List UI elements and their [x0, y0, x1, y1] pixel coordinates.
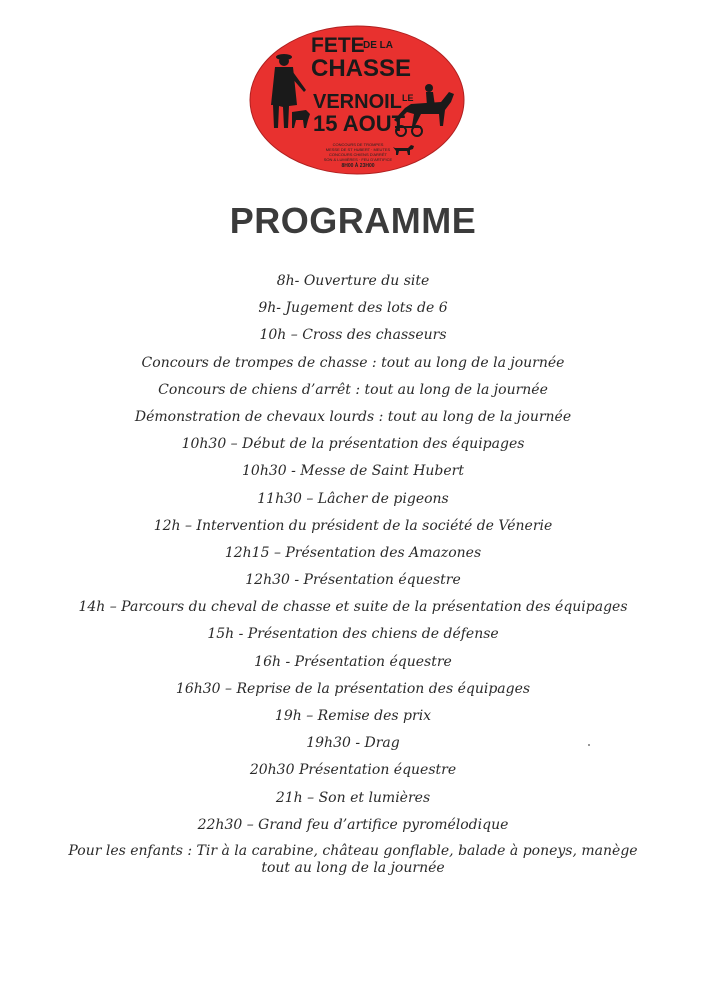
- kids-activities-line2: tout au long de la journée: [261, 860, 445, 876]
- program-item: 21h – Son et lumières: [275, 789, 431, 806]
- scan-speck: [588, 744, 590, 746]
- logo-de-la: DE LA: [363, 40, 393, 51]
- program-list: [0, 270, 706, 841]
- program-item: 12h30 - Présentation équestre: [245, 572, 461, 589]
- logo-vernoil: VERNOIL: [313, 91, 402, 113]
- program-item: 11h30 – Lâcher de pigeons: [257, 490, 449, 507]
- program-item: 10h30 - Messe de Saint Hubert: [242, 463, 464, 480]
- program-item: 10h – Cross des chasseurs: [259, 327, 447, 344]
- event-logo: [248, 24, 466, 176]
- program-item: 20h30 Présentation équestre: [249, 762, 457, 779]
- kids-activities-line1: Pour les enfants : Tir à la carabine, château gonflable, balade à poneys, manège: [68, 843, 638, 859]
- program-item: 19h30 - Drag: [306, 735, 400, 752]
- program-item: 22h30 – Grand feu d’artifice pyromélodique: [197, 816, 509, 833]
- program-item: 16h30 – Reprise de la présentation des équipages: [175, 680, 531, 697]
- program-item: 15h - Présentation des chiens de défense: [207, 626, 499, 643]
- page-title: PROGRAMME: [229, 200, 477, 241]
- program-item: Concours de chiens d’arrêt : tout au long de la journée: [158, 381, 548, 398]
- program-item: Concours de trompes de chasse : tout au long de la journée: [141, 354, 565, 371]
- program-item: 16h - Présentation équestre: [254, 653, 452, 670]
- hunter-figure-icon: [262, 50, 312, 140]
- program-item: 9h- Jugement des lots de 6: [258, 300, 448, 317]
- program-item: 8h- Ouverture du site: [276, 273, 430, 289]
- program-item: 19h – Remise des prix: [274, 708, 432, 724]
- program-item: 14h – Parcours du cheval de chasse et suite de la présentation des équipages: [78, 599, 628, 616]
- logo-fine-print: CONCOURS DE TROMPES MESSE DE ST HUBERT · MEUTES CONCOURS CHIENS D'ARRÊT SON & LUMIÈRES · FEU D'ARTIFICE 8H00 À 23H00: [323, 142, 393, 169]
- program-item: 12h15 – Présentation des Amazones: [224, 544, 482, 561]
- program-item: Démonstration de chevaux lourds : tout au long de la journée: [134, 408, 572, 425]
- program-item: 12h – Intervention du président de la société de Vénerie: [153, 517, 553, 534]
- logo-chasse: CHASSE: [311, 55, 412, 82]
- kids-activities: [0, 843, 706, 877]
- logo-le: LE: [402, 93, 414, 103]
- logo-fete: FETE: [311, 34, 365, 57]
- program-item: 10h30 – Début de la présentation des équipages: [181, 436, 525, 453]
- logo-date: 15 AOUT: [313, 111, 406, 136]
